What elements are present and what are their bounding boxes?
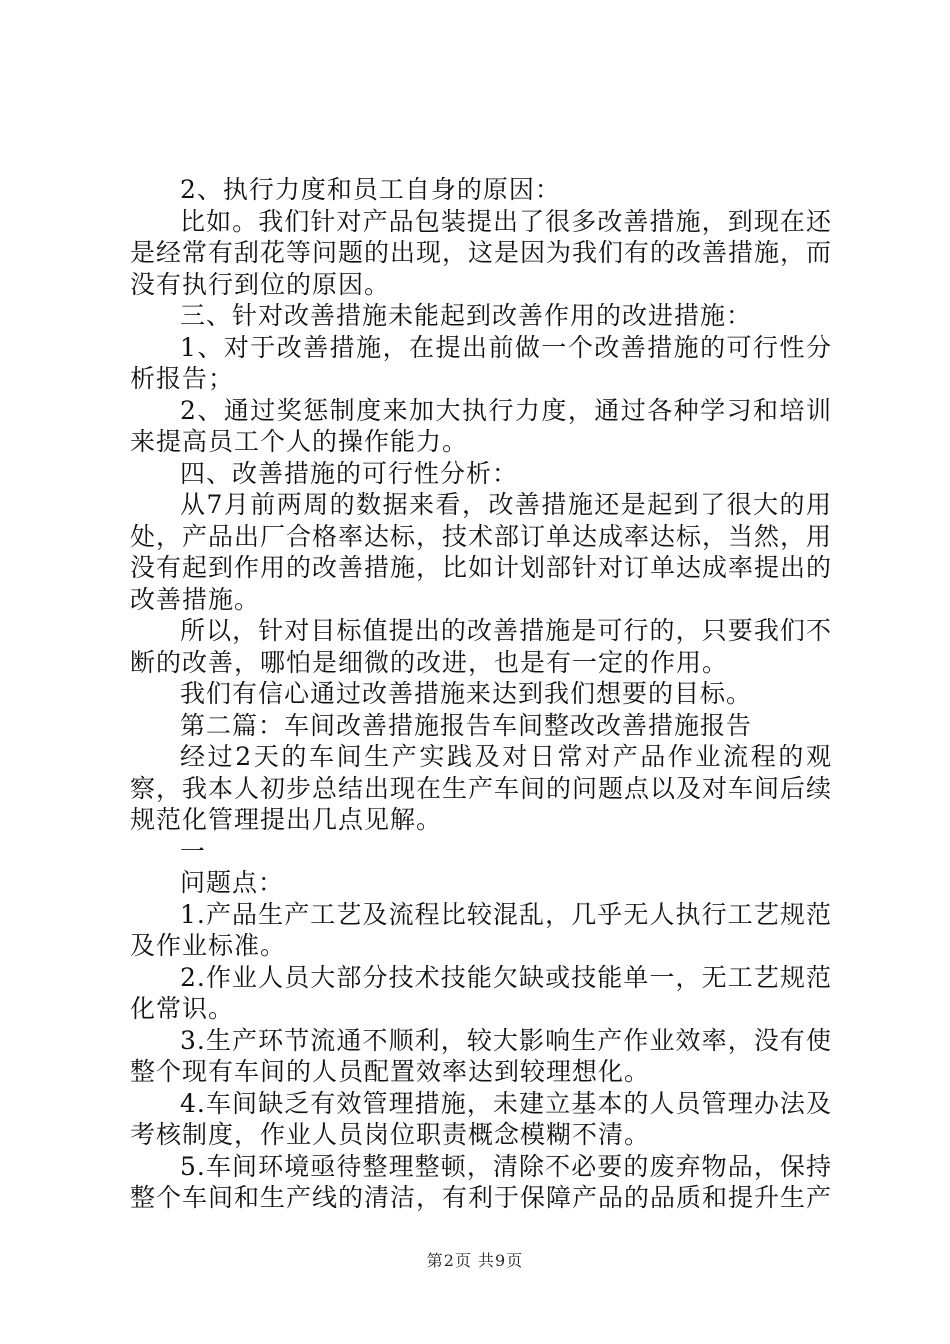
section-number: 一 [180,836,207,866]
paragraph-7: 从7月前两周的数据来看，改善措施还是起到了很大的用处，产品出厂合格率达标，技术部订单达成率达标，当然，用没有起到作用的改善措施，比如计划部针对订单达成率提出的改善措施。 [130,490,833,614]
paragraph-9: 我们有信心通过改善措施来达到我们想要的目标。 [180,679,753,708]
paragraph-2: 比如。我们针对产品包装提出了很多改善措施，到现在还是经常有刮花等问题的出现，这是因为我们有的改善措施，而没有执行到位的原因。 [130,206,833,299]
paragraph-4: 1、对于改善措施，在提出前做一个改善措施的可行性分析报告； [130,332,832,393]
problem-item-3: 3.生产环节流通不顺利，较大影响生产作业效率，没有使整个现有车间的人员配置效率达到较理想化。 [130,1025,832,1086]
section-heading-part-two: 第二篇：车间改善措施报告车间整改改善措施报告 [180,710,753,740]
paragraph-11: 经过2天的车间生产实践及对日常对产品作业流程的观察，我本人初步总结出现在生产车间的问题点以及对车间后续规范化管理提出几点见解。 [130,742,833,834]
paragraph-8: 所以，针对目标值提出的改善措施是可行的，只要我们不断的改善，哪怕是细微的改进，也是有一定的作用。 [130,616,832,677]
page-footer: 第2页 共9页 [426,1251,524,1270]
problem-item-4: 4.车间缺乏有效管理措施，未建立基本的人员管理办法及考核制度，作业人员岗位职责概念模糊不清。 [130,1088,832,1149]
problem-points-heading: 问题点： [180,868,285,897]
paragraph-3: 三、针对改善措施未能起到改善作用的改进措施： [180,301,753,330]
document-body [130,174,832,1214]
problem-item-2: 2.作业人员大部分技术技能欠缺或技能单一，无工艺规范化常识。 [130,962,832,1023]
problem-item-1: 1.产品生产工艺及流程比较混乱，几乎无人执行工艺规范及作业标准。 [130,899,832,960]
paragraph-1: 2、执行力度和员工自身的原因： [180,175,561,204]
paragraph-6: 四、改善措施的可行性分析： [180,458,519,488]
paragraph-5: 2、通过奖惩制度来加大执行力度，通过各种学习和培训来提高员工个人的操作能力。 [130,395,832,456]
problem-item-5: 5.车间环境亟待整理整顿，清除不必要的废弃物品，保持整个车间和生产线的清洁，有利于保障产品的品质和提升生产 [130,1151,833,1212]
